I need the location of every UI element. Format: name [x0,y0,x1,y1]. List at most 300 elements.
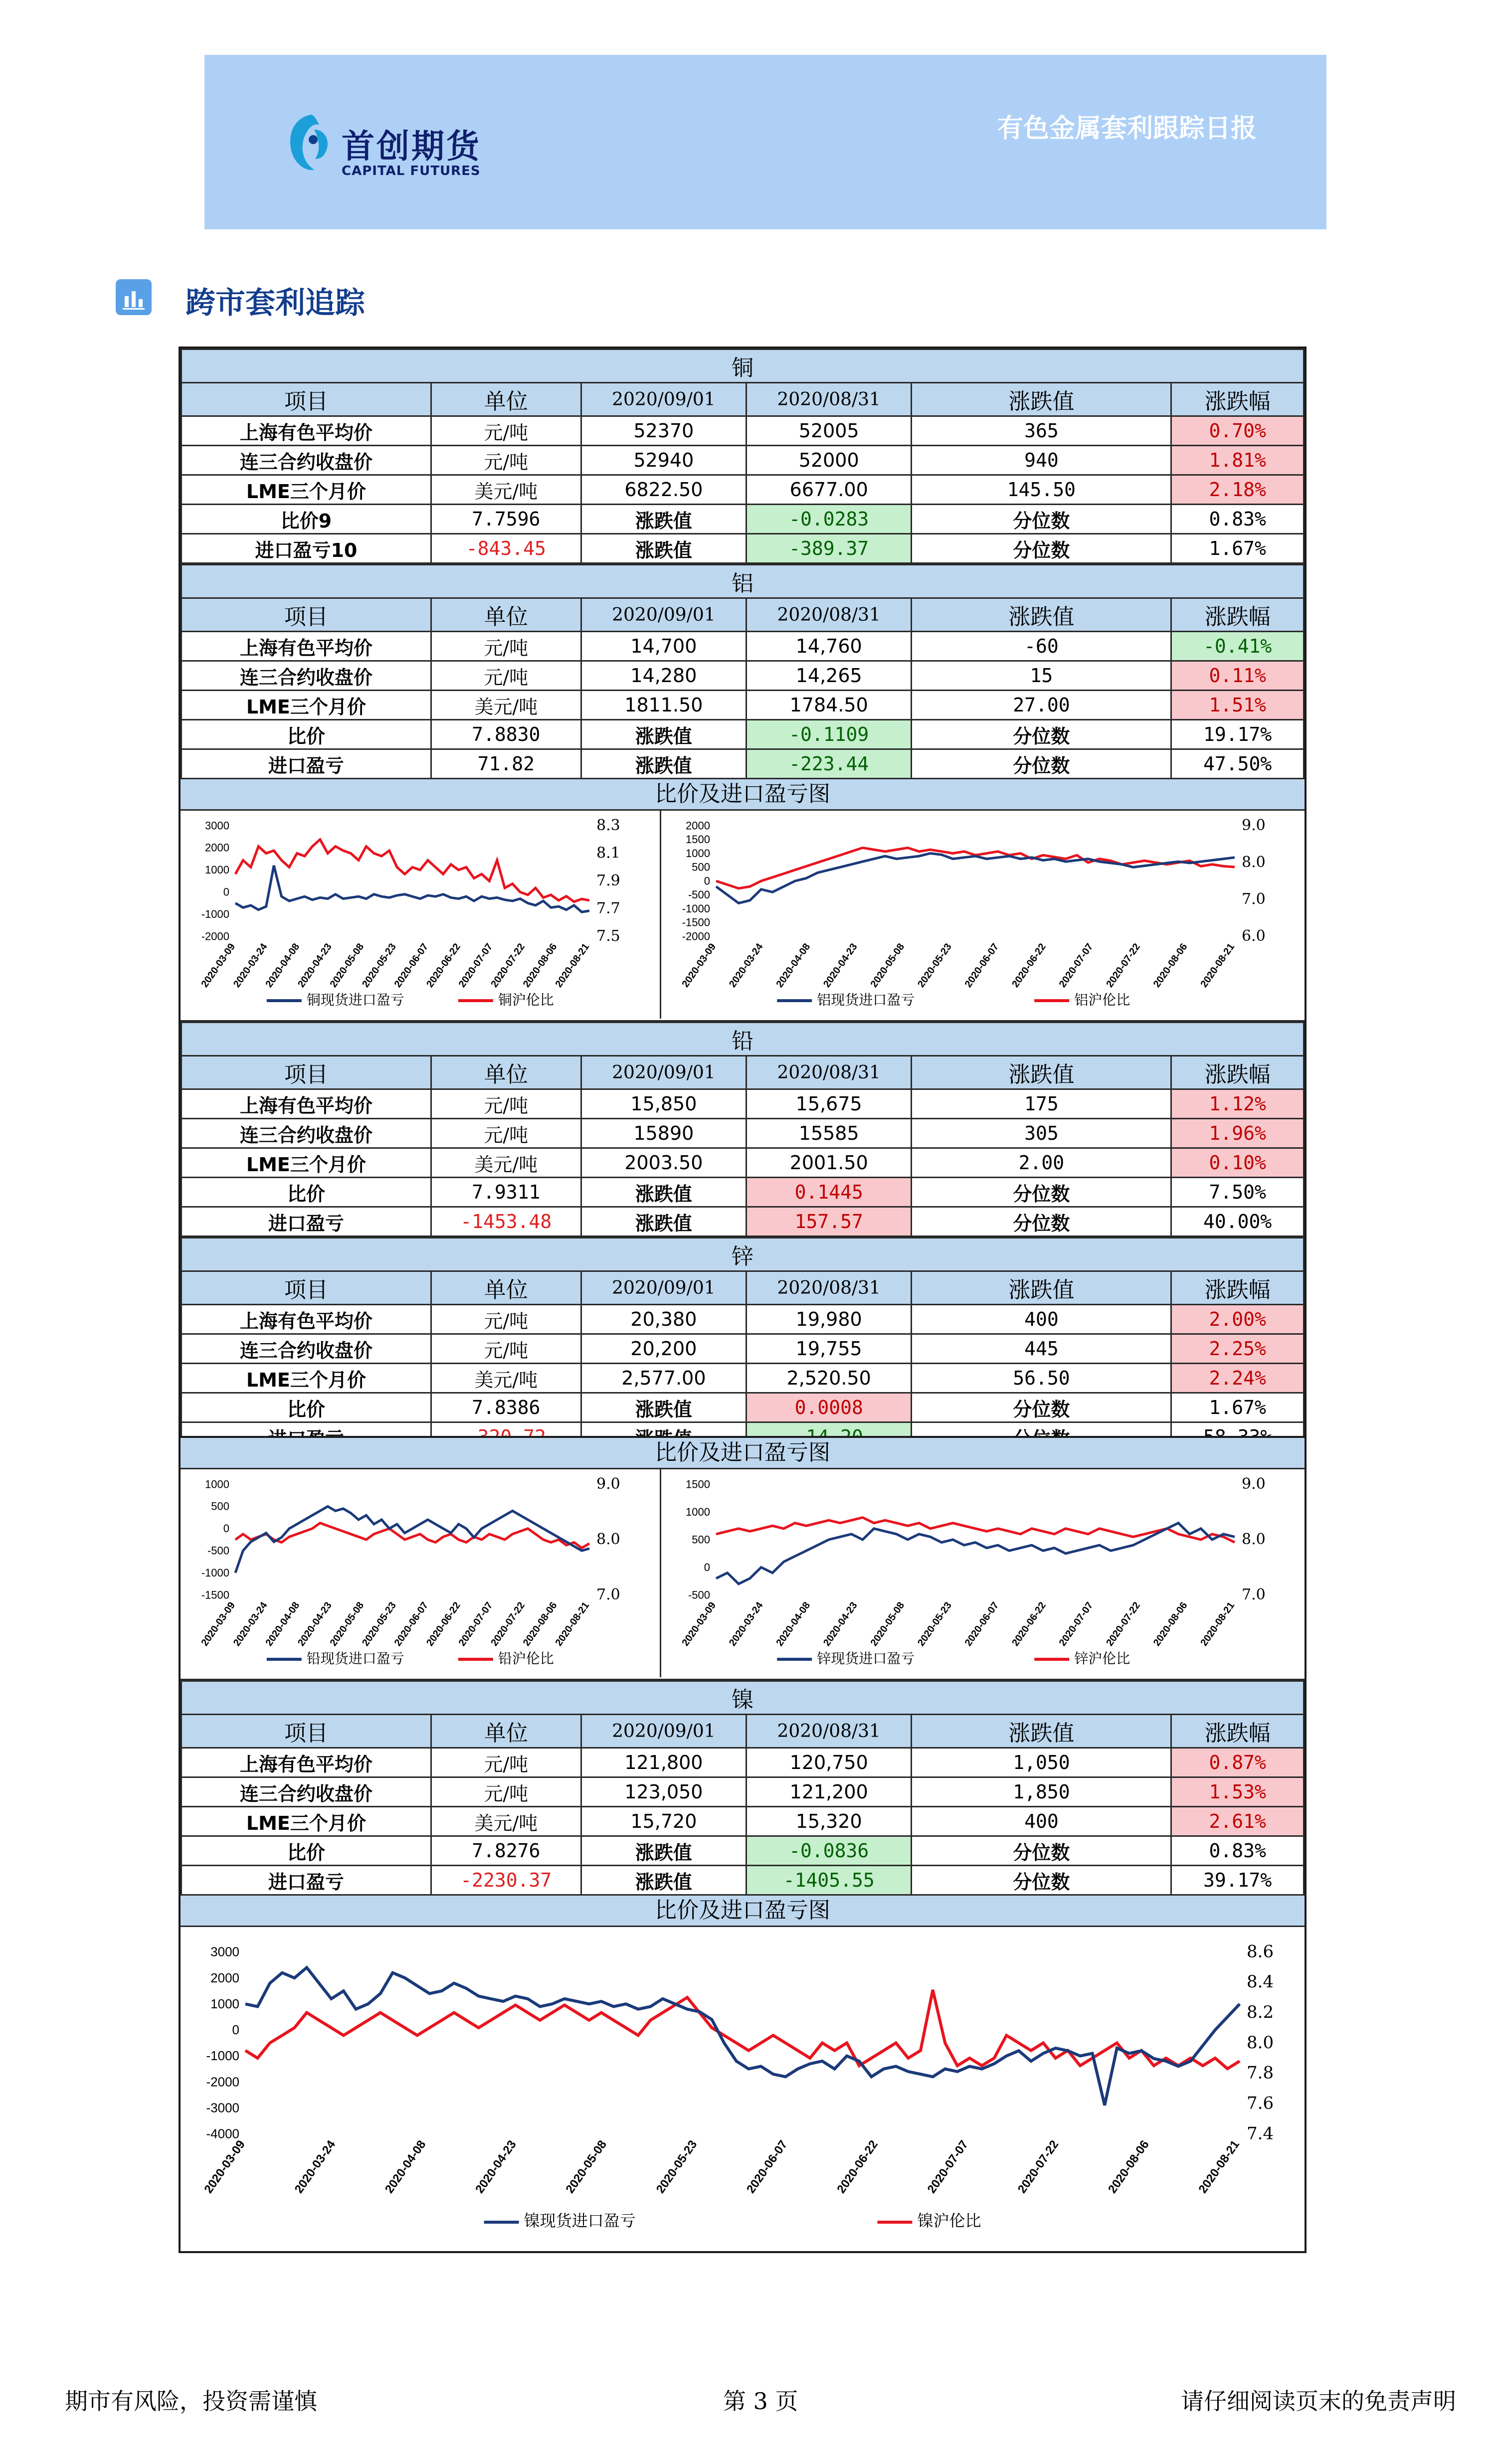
row-change: 27.00 [912,691,1171,720]
row-change: 1,050 [912,1748,1171,1777]
profit-percentile-label: 分位数 [912,534,1171,563]
col-date2: 2020/08/31 [747,1271,912,1305]
y2-tick-label: 8.2 [1247,2002,1274,2023]
ratio-percentile-label: 分位数 [912,1836,1171,1866]
y2-tick-label: 7.0 [1242,1585,1266,1603]
row-unit: 元/吨 [431,632,581,661]
y2-tick-label: 8.0 [1242,853,1266,871]
series-profit-line [235,1506,589,1573]
profit-value: -2230.37 [431,1866,581,1895]
x-tick-label: 2020-07-22 [489,941,528,990]
ratio-change-label: 涨跌值 [581,720,746,749]
row-date2-value: 52000 [747,446,912,475]
footer-disclaimer-note: 请仔细阅读页末的免责声明 [1181,2388,1456,2415]
legend-ratio-label: 铅沪伦比 [498,1650,554,1667]
footer-risk-note: 期市有风险，投资需谨慎 [65,2388,317,2415]
bar-chart-icon [116,279,152,315]
table-row [182,1866,1304,1895]
x-tick-label: 2020-07-07 [925,2137,971,2196]
row-date1-value: 121,800 [581,1748,746,1777]
legend-profit-label: 镍现货进口盈亏 [524,2211,636,2230]
y1-tick-label: 3000 [205,819,229,832]
y1-tick-label: 0 [232,2022,239,2038]
series-profit-line [716,1523,1235,1584]
footer-page-number: 第 3 页 [723,2388,798,2415]
profit-percentile-label: 分位数 [912,1207,1171,1236]
table-row [182,1364,1304,1393]
y1-tick-label: 1000 [686,847,710,860]
col-item: 项目 [182,598,431,632]
lead-table [181,1022,1305,1237]
profit-percentile-label: 分位数 [912,749,1171,779]
y1-tick-label: 0 [223,1522,229,1535]
ratio-label: 比价 [182,1836,431,1866]
x-tick-label: 2020-07-22 [1104,941,1143,990]
y1-tick-label: 1000 [210,1996,239,2011]
row-change: 445 [912,1334,1171,1364]
x-tick-label: 2020-04-23 [296,1600,334,1648]
y2-tick-label: 8.6 [1247,1941,1274,1962]
aluminum-table [181,564,1305,779]
ratio-change: -0.0283 [747,505,912,534]
ratio-label: 比价 [182,1178,431,1207]
row-item: 连三合约收盘价 [182,1119,431,1148]
col-date1: 2020/09/01 [581,598,746,632]
row-unit: 元/吨 [431,446,581,475]
y1-tick-label: 1000 [205,1478,229,1491]
zinc-title: 锌 [182,1238,1304,1271]
y1-tick-label: 500 [692,1533,710,1546]
chart-row-pb-zn [181,1469,1305,1680]
row-date2-value: 15585 [747,1119,912,1148]
table-row [182,749,1304,779]
ratio-change: -0.1109 [747,720,912,749]
section-title: 跨市套利追踪 [186,286,365,321]
col-unit: 单位 [431,1715,581,1748]
x-tick-label: 2020-07-07 [1057,941,1096,990]
row-item: 连三合约收盘价 [182,446,431,475]
x-tick-label: 2020-03-09 [201,2137,248,2196]
y1-tick-label: -1000 [201,1566,229,1579]
profit-percentile-label: 分位数 [912,1866,1171,1895]
row-item: 上海有色平均价 [182,1305,431,1334]
y1-tick-label: 1000 [205,864,229,877]
nickel-title: 镍 [182,1681,1304,1715]
ratio-change-label: 涨跌值 [581,1836,746,1866]
x-tick-label: 2020-08-21 [1196,2137,1242,2196]
col-date2: 2020/08/31 [747,1056,912,1089]
legend-ratio-label: 铝沪伦比 [1074,992,1130,1008]
col-change-pct: 涨跌幅 [1171,1271,1304,1305]
y2-tick-label: 7.7 [596,899,620,917]
row-date2-value: 121,200 [747,1777,912,1807]
row-date1-value: 52370 [581,416,746,446]
row-change-pct: 1.51% [1171,691,1304,720]
x-tick-label: 2020-04-23 [296,941,334,990]
row-item: LME三个月价 [182,475,431,505]
y2-tick-label: 8.0 [1247,2032,1274,2053]
row-item: 连三合约收盘价 [182,1777,431,1807]
y1-tick-label: 1000 [686,1505,710,1518]
row-unit: 美元/吨 [431,1364,581,1393]
ratio-value: 7.8386 [431,1393,581,1422]
table-row [182,1089,1304,1119]
table-row [182,1305,1304,1334]
row-item: LME三个月价 [182,691,431,720]
table-row [182,1777,1304,1807]
row-change-pct: 1.96% [1171,1119,1304,1148]
arbitrage-box-1 [179,347,1307,1454]
row-change: 365 [912,416,1171,446]
col-date2: 2020/08/31 [747,1715,912,1748]
col-date1: 2020/09/01 [581,383,746,416]
x-tick-label: 2020-08-06 [1151,941,1190,990]
logo-chinese-name: 首创期货 [342,127,481,166]
profit-percentile: 47.50% [1171,749,1304,779]
y1-tick-label: 0 [704,1561,710,1574]
y2-tick-label: 7.4 [1247,2123,1274,2144]
y1-tick-label: -2000 [201,930,229,943]
legend-profit-label: 铅现货进口盈亏 [306,1650,404,1667]
row-item: 连三合约收盘价 [182,1334,431,1364]
legend-ratio-label: 镍沪伦比 [917,2211,981,2230]
chart-row-ni [181,1927,1305,2251]
ratio-percentile: 1.67% [1171,1393,1304,1422]
profit-value: -1453.48 [431,1207,581,1236]
row-date2-value: 14,760 [747,632,912,661]
row-change-pct: 1.81% [1171,446,1304,475]
table-row [182,661,1304,691]
y1-tick-label: -1500 [201,1588,229,1601]
profit-label: 进口盈亏 [182,749,431,779]
col-item: 项目 [182,383,431,416]
row-unit: 元/吨 [431,1089,581,1119]
ratio-label: 比价 [182,1393,431,1422]
col-date1: 2020/09/01 [581,1056,746,1089]
y2-tick-label: 6.0 [1242,927,1266,945]
table-row [182,475,1304,505]
table-row [182,446,1304,475]
row-change-pct: 2.61% [1171,1807,1304,1836]
x-tick-label: 2020-05-08 [868,1600,907,1648]
row-change-pct: 0.11% [1171,661,1304,691]
y1-tick-label: 1500 [686,833,710,846]
x-tick-label: 2020-08-21 [553,941,592,990]
series-profit-line [245,1967,1240,2105]
x-tick-label: 2020-04-23 [821,1600,860,1648]
capital-futures-logo-icon [284,110,334,175]
x-tick-label: 2020-07-07 [456,941,495,990]
x-tick-label: 2020-05-23 [360,1600,398,1648]
y1-tick-label: -2000 [682,930,710,943]
ratio-percentile: 0.83% [1171,1836,1304,1866]
y1-tick-label: -3000 [206,2100,239,2115]
y2-tick-label: 9.0 [596,1475,620,1493]
y1-tick-label: 500 [692,861,710,874]
x-tick-label: 2020-05-23 [653,2137,700,2196]
table-row [182,1148,1304,1178]
row-date2-value: 15,320 [747,1807,912,1836]
row-item: LME三个月价 [182,1807,431,1836]
ratio-label: 比价9 [182,505,431,534]
x-tick-label: 2020-07-07 [456,1600,495,1648]
y2-tick-label: 8.4 [1247,1972,1274,1992]
x-tick-label: 2020-08-06 [521,1600,560,1648]
profit-change-label: 涨跌值 [581,1207,746,1236]
legend-profit-label: 铝现货进口盈亏 [817,992,915,1008]
row-change: 1,850 [912,1777,1171,1807]
row-date1-value: 15,850 [581,1089,746,1119]
row-date1-value: 14,700 [581,632,746,661]
row-change: 305 [912,1119,1171,1148]
row-date2-value: 2,520.50 [747,1364,912,1393]
row-date2-value: 1784.50 [747,691,912,720]
profit-percentile: 40.00% [1171,1207,1304,1236]
row-change: 145.50 [912,475,1171,505]
legend-ratio-label: 锌沪伦比 [1074,1650,1130,1667]
x-tick-label: 2020-06-22 [834,2137,881,2196]
header-banner [204,55,1326,229]
chart-band-cu-al: 比价及进口盈亏图 [181,779,1305,811]
row-change-pct: 1.12% [1171,1089,1304,1119]
row-change: -60 [912,632,1171,661]
x-tick-label: 2020-03-24 [727,941,765,990]
row-unit: 元/吨 [431,1334,581,1364]
x-tick-label: 2020-05-08 [868,941,907,990]
profit-percentile: 1.67% [1171,534,1304,563]
row-date2-value: 120,750 [747,1748,912,1777]
x-tick-label: 2020-08-06 [1151,1600,1190,1648]
series-ratio-line [235,840,589,902]
row-item: 上海有色平均价 [182,416,431,446]
table-row [182,505,1304,534]
table-row [182,720,1304,749]
ratio-change-label: 涨跌值 [581,1393,746,1422]
y1-tick-label: -1000 [201,907,229,920]
row-date1-value: 15890 [581,1119,746,1148]
x-tick-label: 2020-04-08 [774,941,813,990]
y1-tick-label: 1500 [686,1478,710,1491]
row-unit: 美元/吨 [431,1807,581,1836]
x-tick-label: 2020-05-08 [563,2137,610,2196]
nickel-chart [181,1927,1305,2251]
y1-tick-label: 3000 [210,1944,239,1959]
y1-tick-label: 2000 [686,819,710,832]
row-date2-value: 6677.00 [747,475,912,505]
table-row [182,1393,1304,1422]
x-tick-label: 2020-05-08 [328,941,367,990]
x-tick-label: 2020-05-23 [916,1600,954,1648]
col-change: 涨跌值 [912,1271,1171,1305]
table-row [182,691,1304,720]
aluminum-chart [661,811,1305,1019]
row-item: 连三合约收盘价 [182,661,431,691]
aluminum-title: 铝 [182,565,1304,598]
ratio-percentile: 0.83% [1171,505,1304,534]
x-tick-label: 2020-06-07 [962,1600,1001,1648]
series-profit-line [716,854,1235,903]
y1-tick-label: 2000 [210,1970,239,1985]
y1-tick-label: -500 [207,1544,229,1557]
y2-tick-label: 7.5 [596,927,620,945]
row-item: 上海有色平均价 [182,632,431,661]
chart-band-ni: 比价及进口盈亏图 [181,1896,1305,1927]
arbitrage-box-2 [179,1436,1307,2253]
x-tick-label: 2020-03-24 [231,1600,270,1648]
ratio-value: 7.8276 [431,1836,581,1866]
col-item: 项目 [182,1056,431,1089]
row-change-pct: -0.41% [1171,632,1304,661]
chart-row-cu-al [181,811,1305,1022]
table-row [182,416,1304,446]
y1-tick-label: -2000 [206,2074,239,2090]
x-tick-label: 2020-08-21 [1198,941,1237,990]
row-date1-value: 15,720 [581,1807,746,1836]
series-ratio-line [716,1518,1235,1543]
chart-band-pb-zn: 比价及进口盈亏图 [181,1438,1305,1469]
row-change-pct: 2.25% [1171,1334,1304,1364]
profit-value: 71.82 [431,749,581,779]
y1-tick-label: 500 [211,1500,229,1513]
ratio-value: 7.9311 [431,1178,581,1207]
row-date2-value: 2001.50 [747,1148,912,1178]
row-date1-value: 1811.50 [581,691,746,720]
row-change: 15 [912,661,1171,691]
row-item: 上海有色平均价 [182,1089,431,1119]
y1-tick-label: -500 [688,888,710,901]
x-tick-label: 2020-03-24 [231,941,270,990]
row-date1-value: 20,200 [581,1334,746,1364]
row-date2-value: 52005 [747,416,912,446]
x-tick-label: 2020-05-08 [328,1600,367,1648]
x-tick-label: 2020-06-07 [744,2137,790,2196]
x-tick-label: 2020-06-22 [1010,1600,1048,1648]
x-tick-label: 2020-06-07 [392,1600,431,1648]
x-tick-label: 2020-03-09 [199,941,238,990]
row-change-pct: 0.87% [1171,1748,1304,1777]
row-change: 2.00 [912,1148,1171,1178]
row-date1-value: 20,380 [581,1305,746,1334]
table-row [182,1119,1304,1148]
profit-label: 进口盈亏10 [182,534,431,563]
x-tick-label: 2020-04-23 [473,2137,519,2196]
y1-tick-label: 2000 [205,841,229,854]
series-ratio-line [245,1990,1240,2069]
profit-value: -843.45 [431,534,581,563]
row-date1-value: 123,050 [581,1777,746,1807]
col-date1: 2020/09/01 [581,1271,746,1305]
x-tick-label: 2020-04-08 [382,2137,429,2196]
profit-change-label: 涨跌值 [581,1866,746,1895]
col-change: 涨跌值 [912,1056,1171,1089]
y2-tick-label: 8.1 [596,844,620,862]
ratio-change: 0.0008 [747,1393,912,1422]
row-change-pct: 0.10% [1171,1148,1304,1178]
row-item: 上海有色平均价 [182,1748,431,1777]
col-change: 涨跌值 [912,383,1171,416]
row-date1-value: 52940 [581,446,746,475]
row-date1-value: 2003.50 [581,1148,746,1178]
series-ratio-line [235,1523,589,1548]
y2-tick-label: 7.8 [1247,2063,1274,2083]
x-tick-label: 2020-03-09 [199,1600,238,1648]
y2-tick-label: 8.0 [596,1530,620,1548]
y1-tick-label: -1000 [206,2048,239,2064]
y2-tick-label: 7.0 [1242,890,1266,908]
x-tick-label: 2020-04-23 [821,941,860,990]
ratio-percentile-label: 分位数 [912,1393,1171,1422]
y1-tick-label: -4000 [206,2126,239,2141]
row-unit: 元/吨 [431,1748,581,1777]
x-tick-label: 2020-08-06 [1106,2137,1152,2196]
x-tick-label: 2020-06-07 [962,941,1001,990]
profit-change: -1405.55 [747,1866,912,1895]
row-unit: 元/吨 [431,1777,581,1807]
col-date1: 2020/09/01 [581,1715,746,1748]
row-date2-value: 15,675 [747,1089,912,1119]
y2-tick-label: 8.0 [1242,1530,1266,1548]
table-row [182,1178,1304,1207]
x-tick-label: 2020-06-22 [424,941,463,990]
lead-chart [181,1469,659,1677]
ratio-change-label: 涨跌值 [581,1178,746,1207]
col-unit: 单位 [431,598,581,632]
x-tick-label: 2020-06-22 [1010,941,1048,990]
x-tick-label: 2020-07-22 [1104,1600,1143,1648]
ratio-percentile-label: 分位数 [912,505,1171,534]
row-change-pct: 2.24% [1171,1364,1304,1393]
legend-profit-label: 铜现货进口盈亏 [306,992,404,1008]
y2-tick-label: 8.3 [596,816,620,834]
col-change: 涨跌值 [912,1715,1171,1748]
profit-change: -223.44 [747,749,912,779]
row-unit: 元/吨 [431,1305,581,1334]
ratio-value: 7.7596 [431,505,581,534]
y1-tick-label: -500 [688,1588,710,1601]
x-tick-label: 2020-05-23 [360,941,398,990]
y2-tick-label: 7.9 [596,872,620,889]
row-date2-value: 19,755 [747,1334,912,1364]
row-unit: 美元/吨 [431,1148,581,1178]
profit-label: 进口盈亏 [182,1207,431,1236]
logo-english-name: CAPITAL FUTURES [342,164,481,178]
table-row [182,534,1304,563]
row-change: 175 [912,1089,1171,1119]
y2-tick-label: 7.0 [596,1585,620,1603]
row-unit: 元/吨 [431,661,581,691]
row-change-pct: 0.70% [1171,416,1304,446]
zinc-table [181,1237,1305,1452]
ratio-change: 0.1445 [747,1178,912,1207]
table-row [182,1334,1304,1364]
col-change: 涨跌值 [912,598,1171,632]
row-change: 940 [912,446,1171,475]
col-item: 项目 [182,1271,431,1305]
ratio-percentile: 19.17% [1171,720,1304,749]
x-tick-label: 2020-04-08 [774,1600,813,1648]
x-tick-label: 2020-03-09 [680,1600,719,1648]
profit-percentile: 39.17% [1171,1866,1304,1895]
table-row [182,1748,1304,1777]
col-change-pct: 涨跌幅 [1171,1056,1304,1089]
y2-tick-label: 9.0 [1242,1475,1266,1493]
row-change-pct: 2.18% [1171,475,1304,505]
y1-tick-label: -1000 [682,902,710,915]
y1-tick-label: 0 [223,885,229,898]
row-date2-value: 19,980 [747,1305,912,1334]
col-unit: 单位 [431,1271,581,1305]
profit-change-label: 涨跌值 [581,749,746,779]
